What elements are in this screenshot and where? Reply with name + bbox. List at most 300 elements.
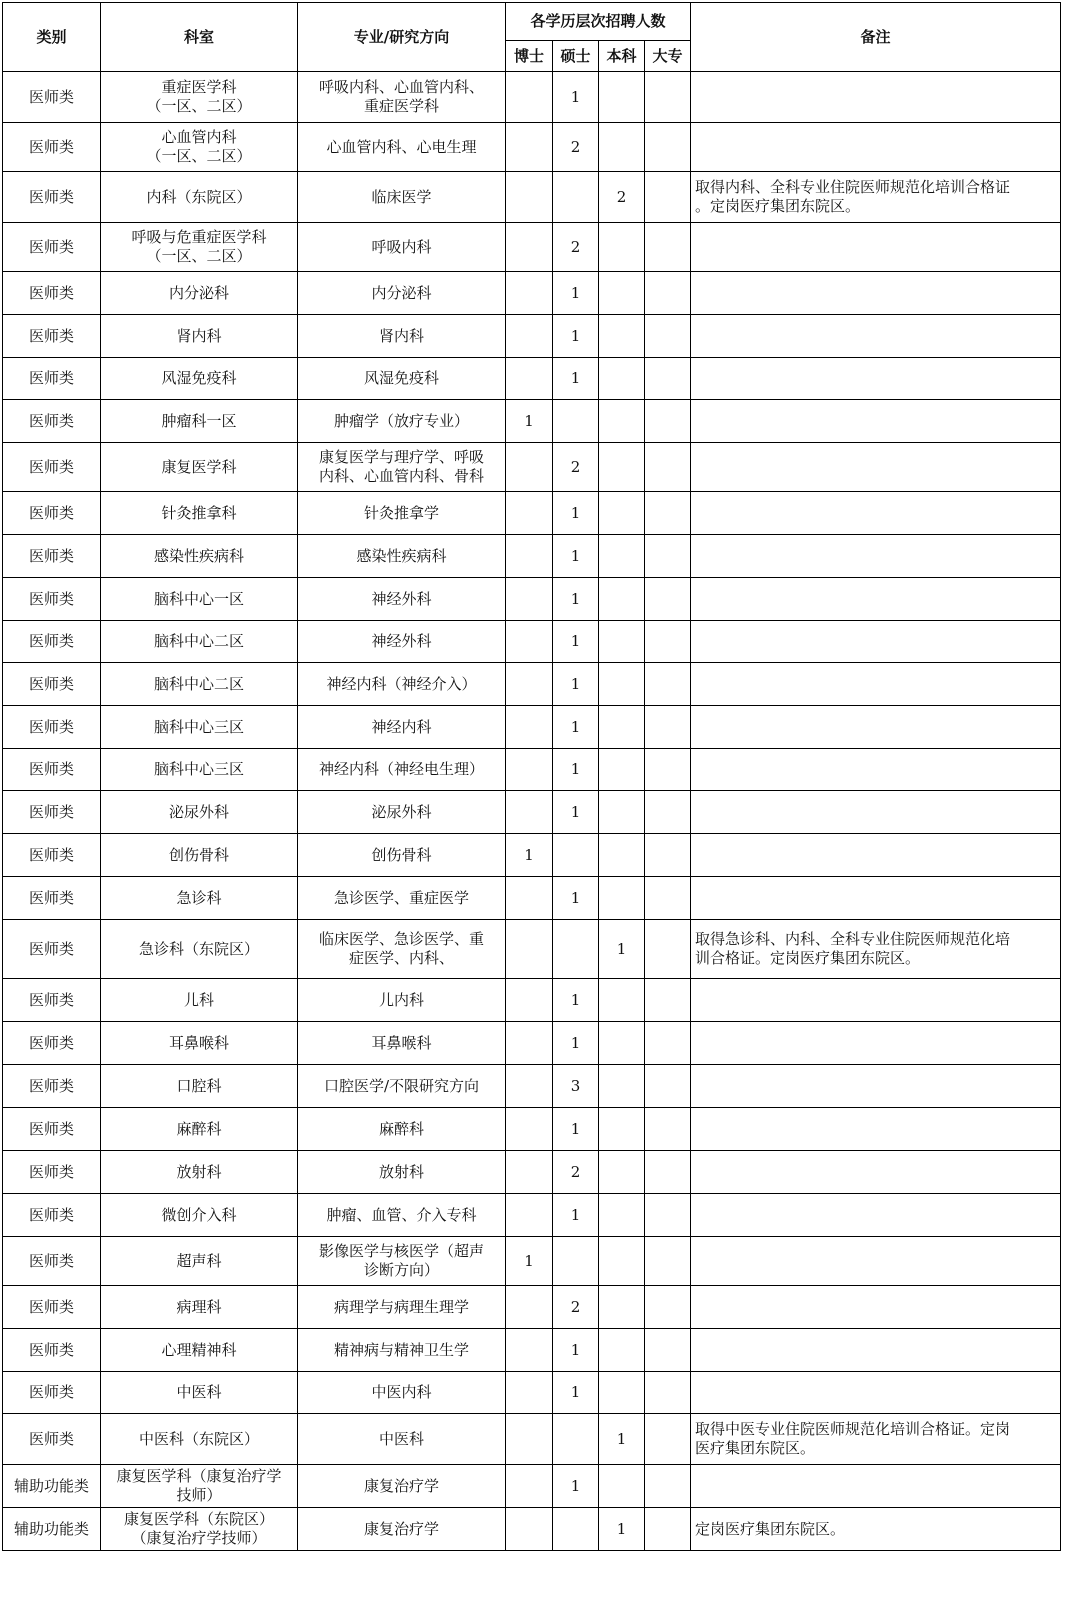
cell-phd [506,443,553,492]
cell-phd [506,621,553,663]
cell-phd [506,1151,553,1194]
table-body [3,72,1061,1551]
cell-notes [691,443,1061,492]
cell-notes [691,272,1061,315]
cell-department: 内分泌科 [101,272,298,315]
cell-department: 急诊科 [101,877,298,920]
cell-master: 2 [553,443,599,492]
cell-phd [506,1065,553,1108]
cell-college [645,621,691,663]
cell-bachelor [599,979,645,1022]
cell-college [645,315,691,358]
cell-college [645,123,691,172]
cell-notes: 取得急诊科、内科、全科专业住院医师规范化培 训合格证。定岗医疗集团东院区。 [691,920,1061,979]
cell-notes [691,979,1061,1022]
header-master: 硕士 [553,41,599,72]
header-major: 专业/研究方向 [298,3,506,72]
cell-master: 2 [553,1151,599,1194]
cell-major: 神经内科（神经电生理） [298,749,506,791]
cell-college [645,877,691,920]
header-phd: 博士 [506,41,553,72]
cell-college [645,172,691,223]
cell-phd [506,1329,553,1372]
table-row [3,706,1061,749]
cell-notes [691,1286,1061,1329]
cell-college [645,223,691,272]
cell-category: 医师类 [3,791,101,834]
cell-category: 医师类 [3,706,101,749]
cell-phd [506,72,553,123]
table-row [3,1286,1061,1329]
cell-bachelor [599,1022,645,1065]
cell-bachelor [599,315,645,358]
cell-master: 1 [553,1194,599,1237]
cell-college [645,1465,691,1508]
cell-department: 肾内科 [101,315,298,358]
cell-college [645,400,691,443]
cell-college [645,272,691,315]
cell-department: 脑科中心一区 [101,578,298,621]
table-row [3,1108,1061,1151]
table-row [3,1065,1061,1108]
cell-major: 泌尿外科 [298,791,506,834]
cell-phd [506,749,553,791]
cell-notes [691,72,1061,123]
cell-phd [506,1414,553,1465]
cell-department: 心血管内科 （一区、二区） [101,123,298,172]
cell-department: 呼吸与危重症医学科 （一区、二区） [101,223,298,272]
cell-college [645,578,691,621]
cell-notes [691,1465,1061,1508]
cell-college [645,749,691,791]
cell-bachelor [599,400,645,443]
cell-phd: 1 [506,834,553,877]
cell-notes: 定岗医疗集团东院区。 [691,1508,1061,1551]
cell-phd [506,578,553,621]
cell-bachelor [599,358,645,400]
cell-master: 3 [553,1065,599,1108]
cell-major: 肾内科 [298,315,506,358]
cell-bachelor [599,663,645,706]
cell-notes [691,315,1061,358]
cell-major: 感染性疾病科 [298,535,506,578]
table-row [3,272,1061,315]
cell-phd [506,1372,553,1414]
cell-college [645,535,691,578]
cell-notes [691,1237,1061,1286]
cell-bachelor [599,272,645,315]
cell-major: 神经内科 [298,706,506,749]
cell-notes [691,1022,1061,1065]
cell-bachelor [599,791,645,834]
cell-bachelor [599,1465,645,1508]
cell-master [553,1237,599,1286]
table-row [3,1151,1061,1194]
cell-notes [691,1329,1061,1372]
cell-master: 1 [553,578,599,621]
cell-category: 医师类 [3,877,101,920]
cell-major: 肿瘤、血管、介入专科 [298,1194,506,1237]
table-row [3,315,1061,358]
cell-college [645,834,691,877]
cell-master: 2 [553,123,599,172]
cell-department: 放射科 [101,1151,298,1194]
cell-college [645,1414,691,1465]
cell-phd [506,1108,553,1151]
cell-major: 呼吸内科 [298,223,506,272]
cell-college [645,979,691,1022]
cell-phd [506,877,553,920]
cell-department: 康复医学科 [101,443,298,492]
cell-notes [691,834,1061,877]
cell-bachelor [599,706,645,749]
table-row [3,358,1061,400]
cell-category: 医师类 [3,1108,101,1151]
cell-phd [506,535,553,578]
cell-bachelor: 2 [599,172,645,223]
table-row [3,1372,1061,1414]
cell-phd [506,358,553,400]
cell-bachelor [599,1194,645,1237]
cell-major: 神经外科 [298,621,506,663]
cell-major: 影像医学与核医学（超声 诊断方向） [298,1237,506,1286]
header-notes: 备注 [691,3,1061,72]
cell-category: 医师类 [3,663,101,706]
cell-bachelor [599,492,645,535]
cell-bachelor [599,72,645,123]
cell-master [553,400,599,443]
table-row [3,1329,1061,1372]
cell-major: 肿瘤学（放疗专业） [298,400,506,443]
cell-notes [691,535,1061,578]
cell-master: 1 [553,535,599,578]
cell-phd [506,979,553,1022]
cell-major: 中医科 [298,1414,506,1465]
cell-bachelor [599,621,645,663]
cell-notes: 取得中医专业住院医师规范化培训合格证。定岗 医疗集团东院区。 [691,1414,1061,1465]
cell-bachelor: 1 [599,1414,645,1465]
cell-college [645,791,691,834]
table-row [3,172,1061,223]
cell-notes [691,663,1061,706]
cell-bachelor [599,1372,645,1414]
cell-category: 医师类 [3,1151,101,1194]
cell-notes [691,877,1061,920]
cell-bachelor [599,1151,645,1194]
cell-master [553,172,599,223]
cell-notes [691,706,1061,749]
cell-bachelor [599,535,645,578]
cell-college [645,1194,691,1237]
cell-department: 中医科（东院区） [101,1414,298,1465]
cell-college [645,706,691,749]
cell-college [645,1151,691,1194]
table-row [3,1465,1061,1508]
cell-department: 康复医学科（康复治疗学 技师） [101,1465,298,1508]
cell-department: 耳鼻喉科 [101,1022,298,1065]
cell-notes [691,749,1061,791]
cell-department: 针灸推拿科 [101,492,298,535]
cell-department: 风湿免疫科 [101,358,298,400]
cell-phd: 1 [506,400,553,443]
cell-master: 1 [553,1372,599,1414]
cell-master [553,920,599,979]
cell-department: 超声科 [101,1237,298,1286]
cell-major: 康复医学与理疗学、呼吸 内科、心血管内科、骨科 [298,443,506,492]
table-row [3,1508,1061,1551]
cell-category: 医师类 [3,920,101,979]
cell-major: 神经内科（神经介入） [298,663,506,706]
cell-phd: 1 [506,1237,553,1286]
cell-college [645,1329,691,1372]
cell-master: 1 [553,1108,599,1151]
table-row [3,834,1061,877]
cell-bachelor [599,749,645,791]
cell-master: 1 [553,1022,599,1065]
cell-college [645,492,691,535]
cell-bachelor [599,1237,645,1286]
cell-department: 感染性疾病科 [101,535,298,578]
table-row [3,72,1061,123]
cell-department: 脑科中心二区 [101,621,298,663]
cell-notes [691,1108,1061,1151]
cell-major: 耳鼻喉科 [298,1022,506,1065]
cell-department: 肿瘤科一区 [101,400,298,443]
cell-phd [506,172,553,223]
cell-major: 病理学与病理生理学 [298,1286,506,1329]
cell-phd [506,123,553,172]
cell-master [553,1508,599,1551]
cell-major: 创伤骨科 [298,834,506,877]
cell-notes [691,1194,1061,1237]
cell-category: 医师类 [3,443,101,492]
cell-category: 辅助功能类 [3,1465,101,1508]
cell-category: 医师类 [3,492,101,535]
cell-phd [506,706,553,749]
cell-phd [506,1508,553,1551]
cell-college [645,663,691,706]
header-bachelor: 本科 [599,41,645,72]
cell-master: 1 [553,1329,599,1372]
cell-master: 1 [553,749,599,791]
cell-category: 医师类 [3,578,101,621]
header-college: 大专 [645,41,691,72]
cell-college [645,1022,691,1065]
cell-phd [506,272,553,315]
cell-college [645,358,691,400]
cell-department: 脑科中心三区 [101,706,298,749]
cell-bachelor: 1 [599,920,645,979]
cell-major: 临床医学、急诊医学、重 症医学、内科、 [298,920,506,979]
cell-category: 医师类 [3,315,101,358]
cell-phd [506,492,553,535]
cell-department: 儿科 [101,979,298,1022]
table-row [3,791,1061,834]
cell-major: 急诊医学、重症医学 [298,877,506,920]
cell-master [553,834,599,877]
cell-category: 医师类 [3,223,101,272]
cell-bachelor [599,443,645,492]
cell-major: 康复治疗学 [298,1465,506,1508]
cell-category: 医师类 [3,1194,101,1237]
table-row [3,1237,1061,1286]
cell-bachelor [599,877,645,920]
cell-master: 2 [553,1286,599,1329]
cell-notes [691,1151,1061,1194]
cell-major: 神经外科 [298,578,506,621]
table-row [3,123,1061,172]
cell-department: 泌尿外科 [101,791,298,834]
cell-category: 医师类 [3,834,101,877]
cell-department: 内科（东院区） [101,172,298,223]
cell-category: 医师类 [3,1414,101,1465]
cell-college [645,920,691,979]
cell-phd [506,791,553,834]
table-row [3,1194,1061,1237]
cell-major: 康复治疗学 [298,1508,506,1551]
cell-category: 医师类 [3,749,101,791]
cell-category: 医师类 [3,123,101,172]
header-category: 类别 [3,3,101,72]
cell-bachelor [599,1108,645,1151]
table-row [3,443,1061,492]
cell-department: 创伤骨科 [101,834,298,877]
cell-department: 脑科中心二区 [101,663,298,706]
cell-major: 临床医学 [298,172,506,223]
cell-major: 放射科 [298,1151,506,1194]
cell-phd [506,223,553,272]
cell-college [645,1237,691,1286]
cell-category: 医师类 [3,1329,101,1372]
table-row [3,877,1061,920]
cell-master: 1 [553,1465,599,1508]
cell-major: 风湿免疫科 [298,358,506,400]
cell-category: 医师类 [3,358,101,400]
cell-bachelor [599,1065,645,1108]
cell-major: 内分泌科 [298,272,506,315]
cell-department: 病理科 [101,1286,298,1329]
cell-phd [506,315,553,358]
cell-major: 精神病与精神卫生学 [298,1329,506,1372]
cell-master: 1 [553,979,599,1022]
cell-notes [691,492,1061,535]
cell-notes [691,358,1061,400]
cell-category: 医师类 [3,400,101,443]
table-row [3,223,1061,272]
cell-notes [691,1065,1061,1108]
cell-notes [691,621,1061,663]
cell-phd [506,1465,553,1508]
cell-category: 医师类 [3,535,101,578]
table-row [3,1414,1061,1465]
cell-department: 口腔科 [101,1065,298,1108]
table-row [3,920,1061,979]
cell-category: 医师类 [3,621,101,663]
cell-master: 1 [553,663,599,706]
cell-phd [506,1286,553,1329]
cell-notes: 取得内科、全科专业住院医师规范化培训合格证 。定岗医疗集团东院区。 [691,172,1061,223]
cell-master: 1 [553,706,599,749]
table-row [3,749,1061,791]
cell-department: 脑科中心三区 [101,749,298,791]
cell-department: 康复医学科（东院区） （康复治疗学技师） [101,1508,298,1551]
cell-notes [691,578,1061,621]
cell-department: 微创介入科 [101,1194,298,1237]
cell-category: 医师类 [3,1372,101,1414]
cell-master: 2 [553,223,599,272]
table-row [3,1022,1061,1065]
cell-department: 重症医学科 （一区、二区） [101,72,298,123]
cell-master: 1 [553,791,599,834]
cell-college [645,1286,691,1329]
cell-college [645,1372,691,1414]
table-row [3,578,1061,621]
cell-category: 医师类 [3,1237,101,1286]
cell-master: 1 [553,272,599,315]
cell-college [645,1065,691,1108]
cell-phd [506,1022,553,1065]
header-department: 科室 [101,3,298,72]
cell-master: 1 [553,358,599,400]
cell-college [645,1508,691,1551]
cell-bachelor [599,578,645,621]
cell-master: 1 [553,492,599,535]
cell-college [645,443,691,492]
cell-category: 医师类 [3,979,101,1022]
cell-category: 医师类 [3,172,101,223]
cell-bachelor [599,1286,645,1329]
cell-major: 针灸推拿学 [298,492,506,535]
cell-category: 医师类 [3,72,101,123]
cell-notes [691,123,1061,172]
cell-department: 急诊科（东院区） [101,920,298,979]
cell-major: 儿内科 [298,979,506,1022]
cell-category: 医师类 [3,1065,101,1108]
cell-master: 1 [553,877,599,920]
table-row [3,535,1061,578]
table-row [3,979,1061,1022]
cell-master: 1 [553,315,599,358]
cell-college [645,1108,691,1151]
cell-department: 中医科 [101,1372,298,1414]
cell-major: 麻醉科 [298,1108,506,1151]
cell-category: 医师类 [3,1022,101,1065]
cell-notes [691,400,1061,443]
table-row [3,492,1061,535]
cell-notes [691,223,1061,272]
cell-major: 心血管内科、心电生理 [298,123,506,172]
cell-phd [506,1194,553,1237]
cell-category: 医师类 [3,272,101,315]
cell-college [645,72,691,123]
cell-bachelor [599,123,645,172]
cell-bachelor [599,1329,645,1372]
table-row [3,663,1061,706]
cell-master: 1 [553,621,599,663]
cell-category: 辅助功能类 [3,1508,101,1551]
cell-department: 麻醉科 [101,1108,298,1151]
table-row [3,400,1061,443]
cell-notes [691,1372,1061,1414]
cell-bachelor: 1 [599,1508,645,1551]
recruitment-table [2,2,1061,1551]
cell-bachelor [599,223,645,272]
cell-major: 中医内科 [298,1372,506,1414]
cell-major: 呼吸内科、心血管内科、 重症医学科 [298,72,506,123]
table-row [3,621,1061,663]
cell-phd [506,920,553,979]
cell-category: 医师类 [3,1286,101,1329]
